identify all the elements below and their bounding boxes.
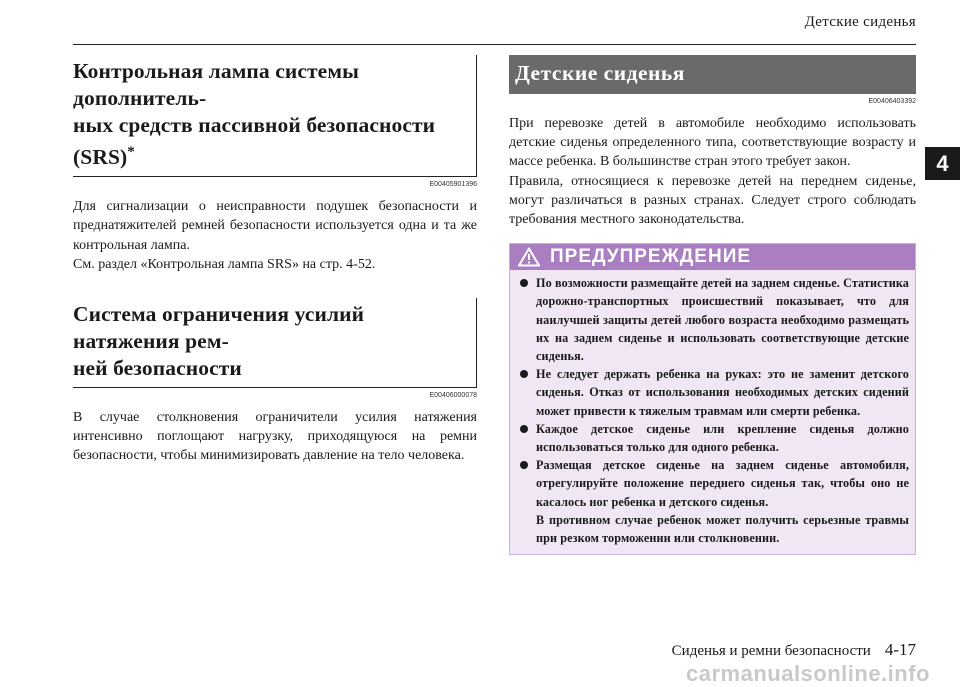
page-number: 4-17 — [884, 640, 916, 659]
limiter-section — [73, 298, 477, 466]
optional-equipment-mark: * — [127, 144, 135, 160]
child-seats-heading: Детские сиденья — [509, 55, 916, 94]
warning-item-text: Каждое детское сиденье или крепление сиденья должно использоваться только для одного ребенка. — [536, 421, 909, 455]
warning-item-text: Не следует держать ребенка на руках: это не заменит детского сиденья. Отказ от использования необходимых детских сидений может привести к тяжелым травмам или смерти ребенка. — [536, 367, 909, 418]
bullet-icon — [520, 425, 528, 433]
warning-item-text: Размещая детское сиденье на заднем сиденье автомобиля, отрегулируйте положение переднего сиденья так, чтобы оно не касалось ног ребенка и детского сиденья. — [536, 458, 909, 509]
warning-box — [509, 243, 916, 555]
child-seats-paragraph-1: При перевозке детей в автомобиле необходимо использовать детские сиденья определенного типа, соответствующие возрасту и массе ребенка. В большинстве стран этого требует закон. — [509, 116, 916, 170]
limiter-heading-line2: ней безопасности — [73, 355, 242, 380]
child-seats-paragraph-2: Правила, относящиеся к перевозке детей на переднем сиденье, могут различаться в разных странах. Следует строго соблюдать требования местного законодательства. — [509, 173, 916, 228]
warning-item — [520, 365, 909, 420]
limiter-section-code: E00406000078 — [429, 391, 477, 399]
footer-section-title: Сиденья и ремни безопасности — [671, 643, 871, 659]
header-rule — [73, 44, 916, 45]
limiter-section-heading — [73, 298, 477, 388]
bullet-icon — [520, 461, 528, 469]
bullet-icon — [520, 370, 528, 378]
warning-item — [520, 456, 909, 547]
child-seats-code: E00406403392 — [868, 98, 916, 105]
srs-heading-line1: Контрольная лампа системы дополнитель- — [73, 59, 359, 110]
left-column — [73, 55, 477, 466]
srs-section — [73, 55, 477, 274]
right-column — [509, 55, 916, 555]
srs-paragraph-1: Для сигнализации о неисправности подушек безопасности и преднатяжителей ремней безопасности используется одна и та же контрольная лампа. — [73, 199, 477, 253]
bullet-icon — [520, 279, 528, 287]
chapter-tab: 4 — [925, 147, 960, 180]
warning-item-extra: В противном случае ребенок может получить серьезные травмы при резком торможении или столкновении. — [536, 512, 909, 546]
warning-header — [510, 244, 915, 270]
srs-section-code: E00405901396 — [429, 181, 477, 189]
page-footer — [672, 640, 916, 660]
warning-item — [520, 420, 909, 456]
watermark: carmanualsonline.info — [686, 661, 930, 686]
warning-title: ПРЕДУПРЕЖДЕНИЕ — [550, 246, 752, 268]
warning-list — [510, 270, 915, 554]
warning-item — [520, 274, 909, 365]
srs-section-heading — [73, 55, 477, 177]
warning-triangle-icon — [518, 247, 540, 267]
limiter-paragraph-1: В случае столкновения ограничители усилия натяжения интенсивно поглощают нагрузку, приходящуюся на ремни безопасности, чтобы минимизировать давление на тело человека. — [73, 409, 477, 464]
warning-item-text: По возможности размещайте детей на заднем сиденье. Статистика дорожно-транспортных происшествий показывает, что для наилучшей защиты детей любого возраста необходимо размещать их на заднем сиденье и использовать соответствующие детские сиденья. — [536, 276, 909, 364]
limiter-heading-line1: Система ограничения усилий натяжения рем- — [73, 301, 365, 353]
running-header-title: Детские сиденья — [804, 14, 916, 30]
srs-paragraph-2: См. раздел «Контрольная лампа SRS» на стр. 4-52. — [73, 256, 376, 272]
srs-heading-line2: ных средств пассивной безопасности (SRS) — [73, 113, 436, 170]
